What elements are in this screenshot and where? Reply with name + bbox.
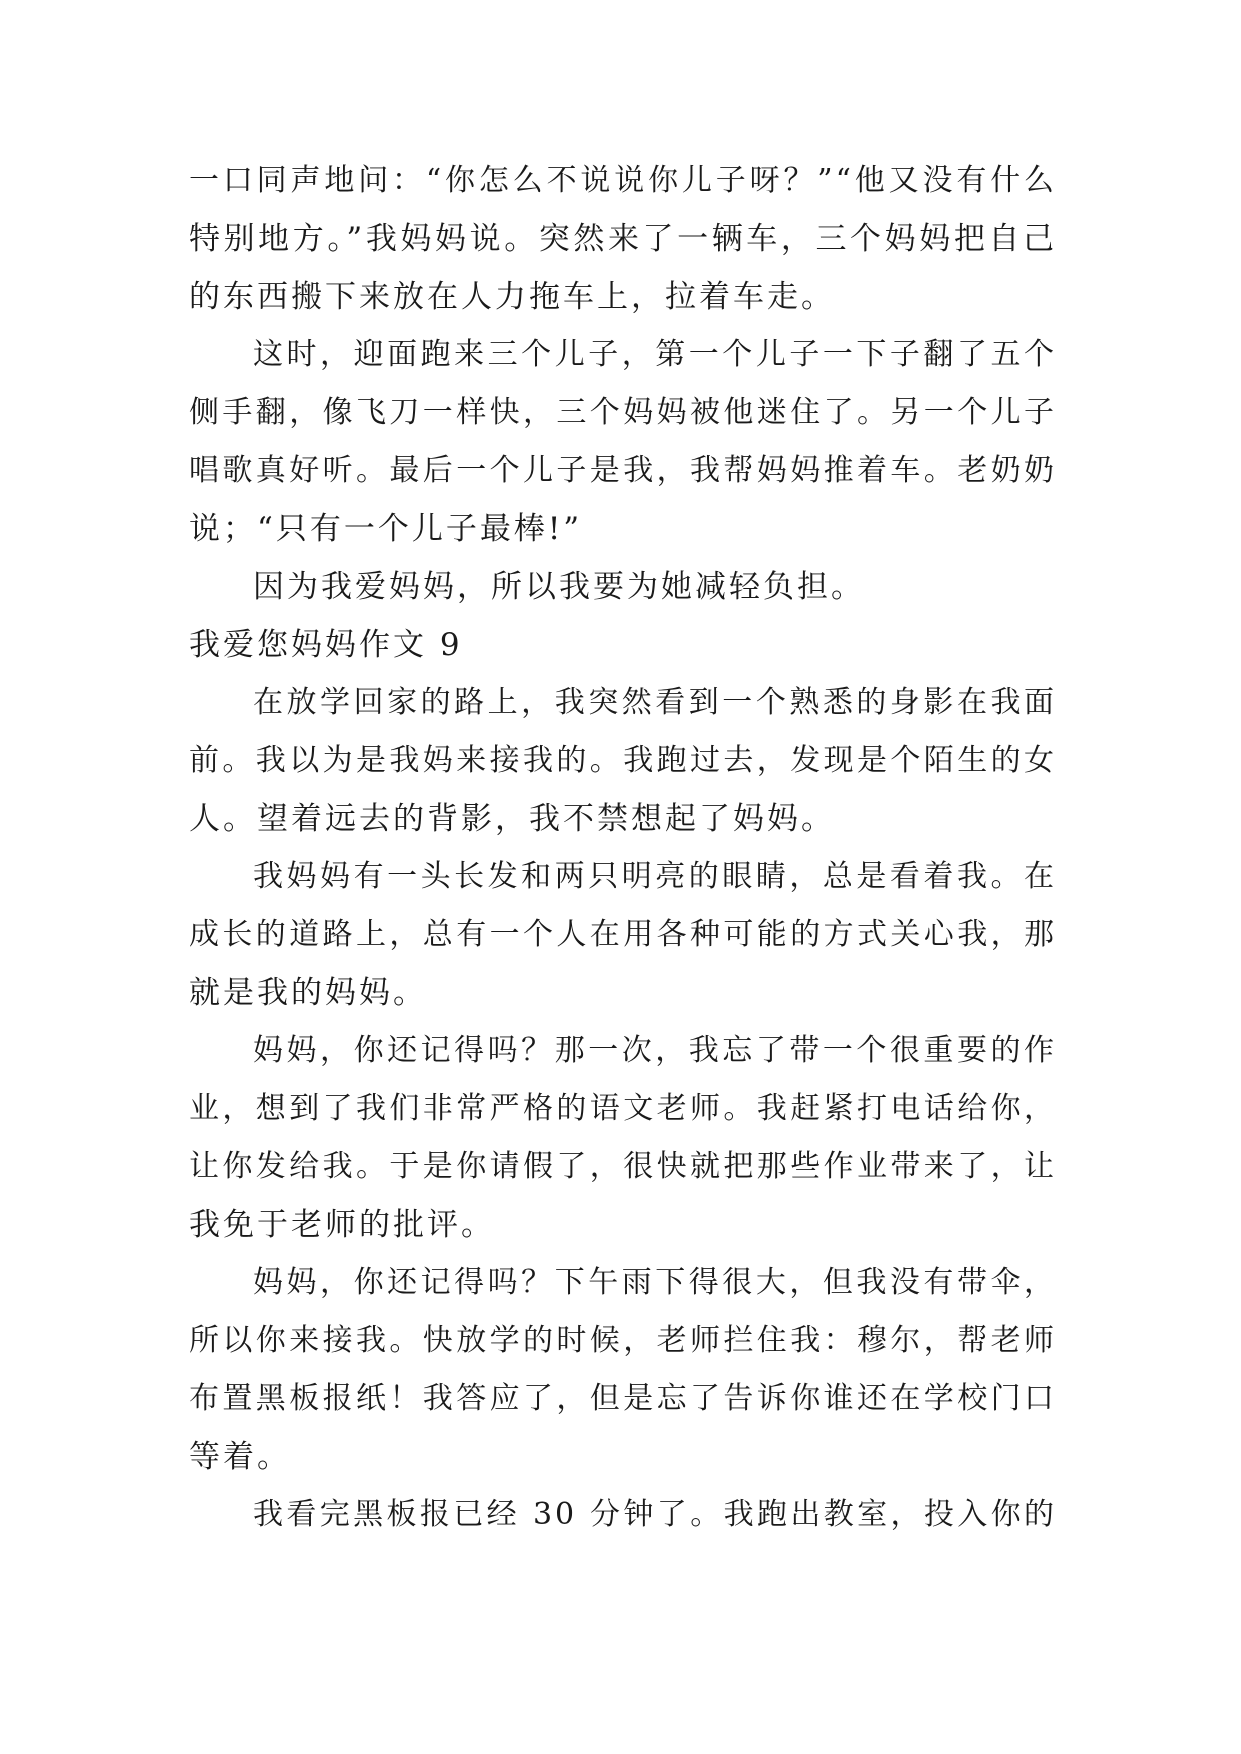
text-line: 我免于老师的批评。 <box>189 1207 495 1243</box>
paragraph-first-line: 妈妈，你还记得吗？下午雨下得很大，但我没有带伞， <box>253 1265 1057 1300</box>
paragraph-first-line: 妈妈，你还记得吗？那一次，我忘了带一个很重要的作 <box>253 1033 1057 1068</box>
text-line: 一口同声地问：“你怎么不说说你儿子呀？”“他又没有什么 <box>189 163 1057 198</box>
text-line: 说；“只有一个儿子最棒!” <box>189 511 583 547</box>
text-line: 业，想到了我们非常严格的语文老师。我赶紧打电话给你， <box>189 1091 1057 1126</box>
document-body <box>189 152 1057 1544</box>
text-line: 布置黑板报纸！我答应了，但是忘了告诉你谁还在学校门口 <box>189 1381 1057 1416</box>
text-line: 的东西搬下来放在人力拖车上，拉着车走。 <box>189 279 835 315</box>
text-line: 侧手翻，像飞刀一样快，三个妈妈被他迷住了。另一个儿子 <box>189 395 1057 430</box>
text-line: 等着。 <box>189 1439 291 1475</box>
paragraph-first-line: 我看完黑板报已经 30 分钟了。我跑出教室，投入你的 <box>253 1497 1057 1532</box>
paragraph-first-line: 在放学回家的路上，我突然看到一个熟悉的身影在我面 <box>253 685 1057 720</box>
paragraph-first-line: 因为我爱妈妈，所以我要为她减轻负担。 <box>253 569 865 605</box>
paragraph-first-line: 我妈妈有一头长发和两只明亮的眼睛，总是看着我。在 <box>253 859 1057 894</box>
paragraph-first-line: 这时，迎面跑来三个儿子，第一个儿子一下子翻了五个 <box>253 337 1057 372</box>
text-line: 让你发给我。于是你请假了，很快就把那些作业带来了，让 <box>189 1149 1057 1184</box>
text-line: 所以你来接我。快放学的时候，老师拦住我：穆尔，帮老师 <box>189 1323 1057 1358</box>
text-line: 成长的道路上，总有一个人在用各种可能的方式关心我，那 <box>189 917 1057 952</box>
text-line: 人。望着远去的背影，我不禁想起了妈妈。 <box>189 801 835 837</box>
text-line: 就是我的妈妈。 <box>189 975 427 1011</box>
text-line: 特别地方。”我妈妈说。突然来了一辆车，三个妈妈把自己 <box>189 221 1057 257</box>
text-line: 我爱您妈妈作文 9 <box>189 627 463 663</box>
text-line: 唱歌真好听。最后一个儿子是我，我帮妈妈推着车。老奶奶 <box>189 453 1057 488</box>
text-line: 前。我以为是我妈来接我的。我跑过去，发现是个陌生的女 <box>189 743 1057 778</box>
